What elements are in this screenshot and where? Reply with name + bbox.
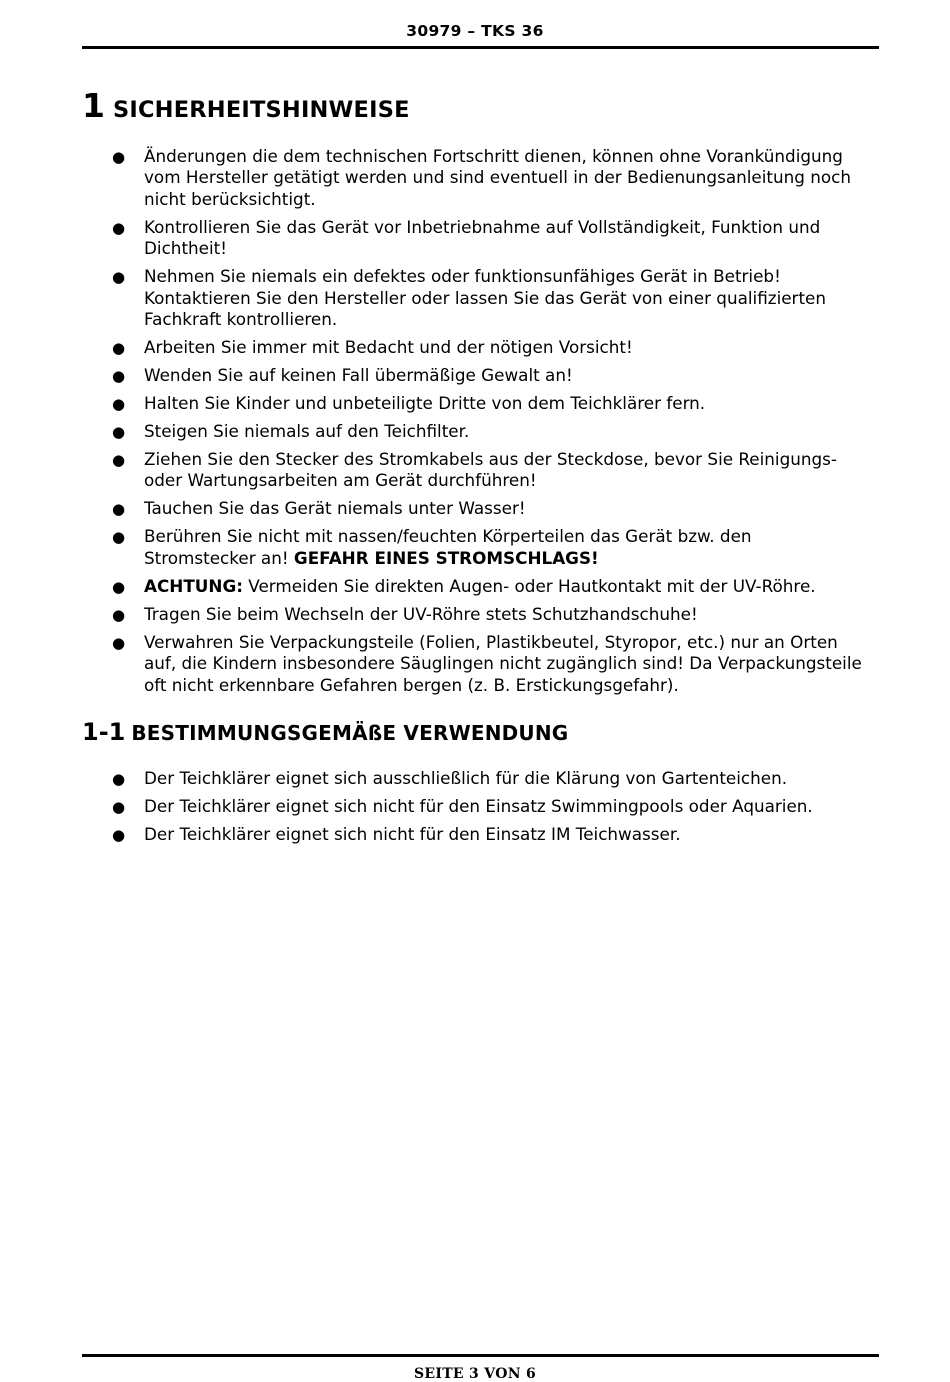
bullet-icon: ●	[112, 423, 126, 442]
list-item: ● Tragen Sie beim Wechseln der UV-Röhre stets Schutzhandschuhe!	[112, 603, 698, 624]
bullet-icon: ●	[112, 528, 126, 547]
bullet-icon: ●	[112, 577, 126, 596]
list-item: ● Steigen Sie niemals auf den Teichfilter.	[112, 421, 470, 442]
bullet-icon: ●	[112, 148, 126, 166]
bullet-icon: ●	[112, 633, 126, 652]
list-item: ● Nehmen Sie niemals ein defektes oder funktionsunfähiges Gerät in Betrieb! Kontaktieren Sie den Hersteller oder lassen Sie das Gerät von einer qualifizierten Fachkraft kontrollieren.	[112, 266, 826, 330]
footer-rule	[82, 1354, 879, 1357]
bullet-icon: ●	[112, 605, 126, 624]
page-number: SEITE 3 VON 6	[413, 1366, 537, 1382]
bullet-icon: ●	[112, 500, 126, 519]
list-item: ● Der Teichklärer eignet sich nicht für den Einsatz Swimmingpools oder Aquarien.	[112, 796, 813, 816]
list-item: ● Halten Sie Kinder und unbeteiligte Dritte von dem Teichklärer fern.	[112, 393, 706, 414]
bullet-icon: ●	[112, 770, 126, 788]
list-item: ● Wenden Sie auf keinen Fall übermäßige Gewalt an!	[112, 365, 573, 386]
section-number: 1	[82, 86, 105, 125]
list-item: ● Der Teichklärer eignet sich ausschließlich für die Klärung von Gartenteichen.	[112, 768, 788, 788]
warning-text: GEFAHR EINES STROMSCHLAGS!	[293, 547, 599, 568]
list-item: ● Verwahren Sie Verpackungsteile (Folien, Plastikbeutel, Styropor, etc.) nur an Orten auf, die Kindern insbesondere Säuglingen nicht zugänglich sind! Da Verpackungsteile oft nicht erkennbare Gefahren bergen (z. B. Erstickungsgefahr).	[112, 631, 862, 695]
attention-label: ACHTUNG:	[144, 575, 243, 596]
bullet-icon: ●	[112, 451, 126, 470]
bullet-icon: ●	[112, 826, 126, 844]
header-rule	[82, 46, 879, 49]
list-item: ● Kontrollieren Sie das Gerät vor Inbetriebnahme auf Vollständigkeit, Funktion und Dichtheit!	[112, 216, 821, 259]
subsection-number: 1-1	[82, 718, 126, 746]
safety-instructions-list	[0, 146, 864, 703]
list-item: ● Der Teichklärer eignet sich nicht für den Einsatz IM Teichwasser.	[112, 824, 681, 844]
bullet-icon: ●	[112, 798, 126, 816]
section-heading-intended-use	[82, 718, 568, 746]
bullet-icon: ●	[112, 367, 126, 386]
document-header-title: 30979 – TKS 36	[406, 22, 544, 40]
list-item: ● Ziehen Sie den Stecker des Stromkabels aus der Steckdose, bevor Sie Reinigungs- oder Wartungsarbeiten am Gerät durchführen!	[112, 449, 837, 491]
subsection-title: BESTIMMUNGSGEMÄßE VERWENDUNG	[131, 721, 569, 745]
section-title: SICHERHEITSHINWEISE	[112, 97, 410, 123]
list-item: ● Arbeiten Sie immer mit Bedacht und der nötigen Vorsicht!	[112, 337, 633, 358]
list-item: ● Tauchen Sie das Gerät niemals unter Wasser!	[112, 498, 526, 519]
section-heading-safety	[82, 86, 410, 125]
bullet-icon: ●	[112, 218, 126, 237]
intended-use-list	[0, 768, 864, 852]
list-item: ● Berühren Sie nicht mit nassen/feuchten Körperteilen das Gerät bzw. den Stromstecker an! GEFAHR EINES STROMSCHLAGS!	[112, 526, 752, 568]
bullet-icon: ●	[112, 339, 126, 358]
bullet-icon: ●	[112, 395, 126, 414]
bullet-icon: ●	[112, 268, 126, 287]
list-item: ● Änderungen die dem technischen Fortschritt dienen, können ohne Vorankündigung vom Hersteller getätigt werden und sind eventuell in der Bedienungsanleitung noch nicht berücksichtigt.	[112, 146, 851, 209]
list-item: ● ACHTUNG: Vermeiden Sie direkten Augen- oder Hautkontakt mit der UV-Röhre.	[112, 575, 816, 596]
